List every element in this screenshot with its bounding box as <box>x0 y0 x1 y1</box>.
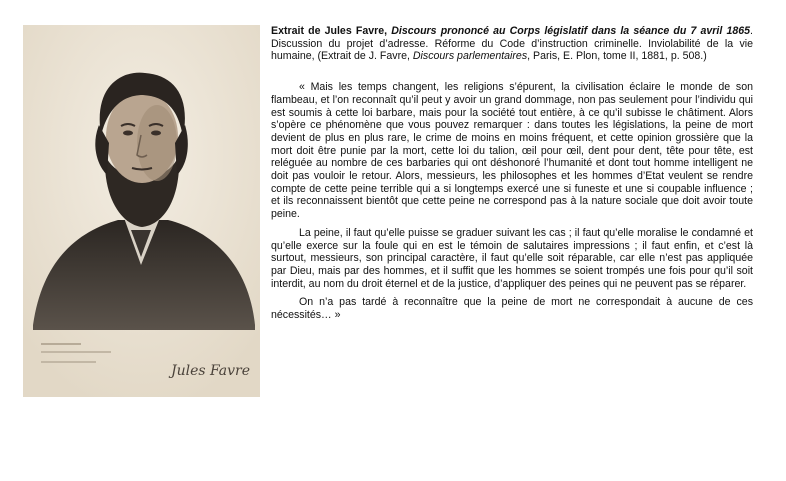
source-title: Discours parlementaires <box>412 50 528 63</box>
portrait-engraving <box>23 25 260 397</box>
paragraph-2: La peine, il faut qu’elle puisse se graduer suivant les cas ; il faut qu’elle moralise le condamné et qu’elle exerce sur la foule qui en est le témoin de salutaires impressions ; il faut enfin, et c’est là surtout, messieurs, son principal caractère, il faut qu’elle soit réparable, car elle n’est pas appliquée par Dieu, mais par des hommes, et il suffit que les hommes se soient trompés une fois pour qu’il soit interdit, au nom du droit éternel et de la justice, d’appliquer des peines qui ne peuvent pas se réparer. <box>271 226 753 290</box>
document-text <box>271 25 753 328</box>
portrait-icon <box>23 25 260 397</box>
speech-title: Discours prononcé au Corps législatif dans la séance du 7 avril 1865 <box>391 25 751 37</box>
source-header <box>271 25 753 63</box>
paragraph-3: On n’a pas tardé à reconnaître que la peine de mort ne correspondait à aucune de ces nécessités… » <box>271 296 753 322</box>
header-lead: Extrait de Jules Favre, <box>271 25 392 37</box>
signature: Jules Favre <box>171 363 251 379</box>
paragraph-1: « Mais les temps changent, les religions s’épurent, la civilisation éclaire le monde de son flambeau, et l’on reconnaît qu’il peut y avoir un grand dommage, non pas seulement pour l’individu qui est soumis à cette loi barbare, mais pour la société tout entière, à ce qu’il subisse le châtiment. Alors s’opère ce phénomène que vous pouvez remarquer : dans toutes les législations, la peine de mort devient de plus en plus rare, le crime de moins en moins fréquent, et cette opinion grossière que la mort doit être punie par la mort, cette loi du talion, œil pour œil, dent pour dent, tête pour tête, est reléguée au nombre de ces barbaries qui ont déshonoré l’humanité et dont tout homme intelligent ne doit pas vouloir le retour. Alors, messieurs, les philosophes et les hommes d’Etat veulent se rendre compte de cette peine terrible qui a si longtemps exercé une si funeste et une si coupable influence ; et ils reconnaissent bientôt que cette peine ne correspond pas à la nature sociale que doit avoir toute peine. <box>271 81 753 221</box>
source-details: , Paris, E. Plon, tome II, 1881, p. 508.) <box>527 50 707 63</box>
header-description: . Discussion du projet d’adresse. Réforme du Code d’instruction criminelle. Inviolabilité de la vie humaine, (Extrait de J. Favre, <box>271 25 753 63</box>
